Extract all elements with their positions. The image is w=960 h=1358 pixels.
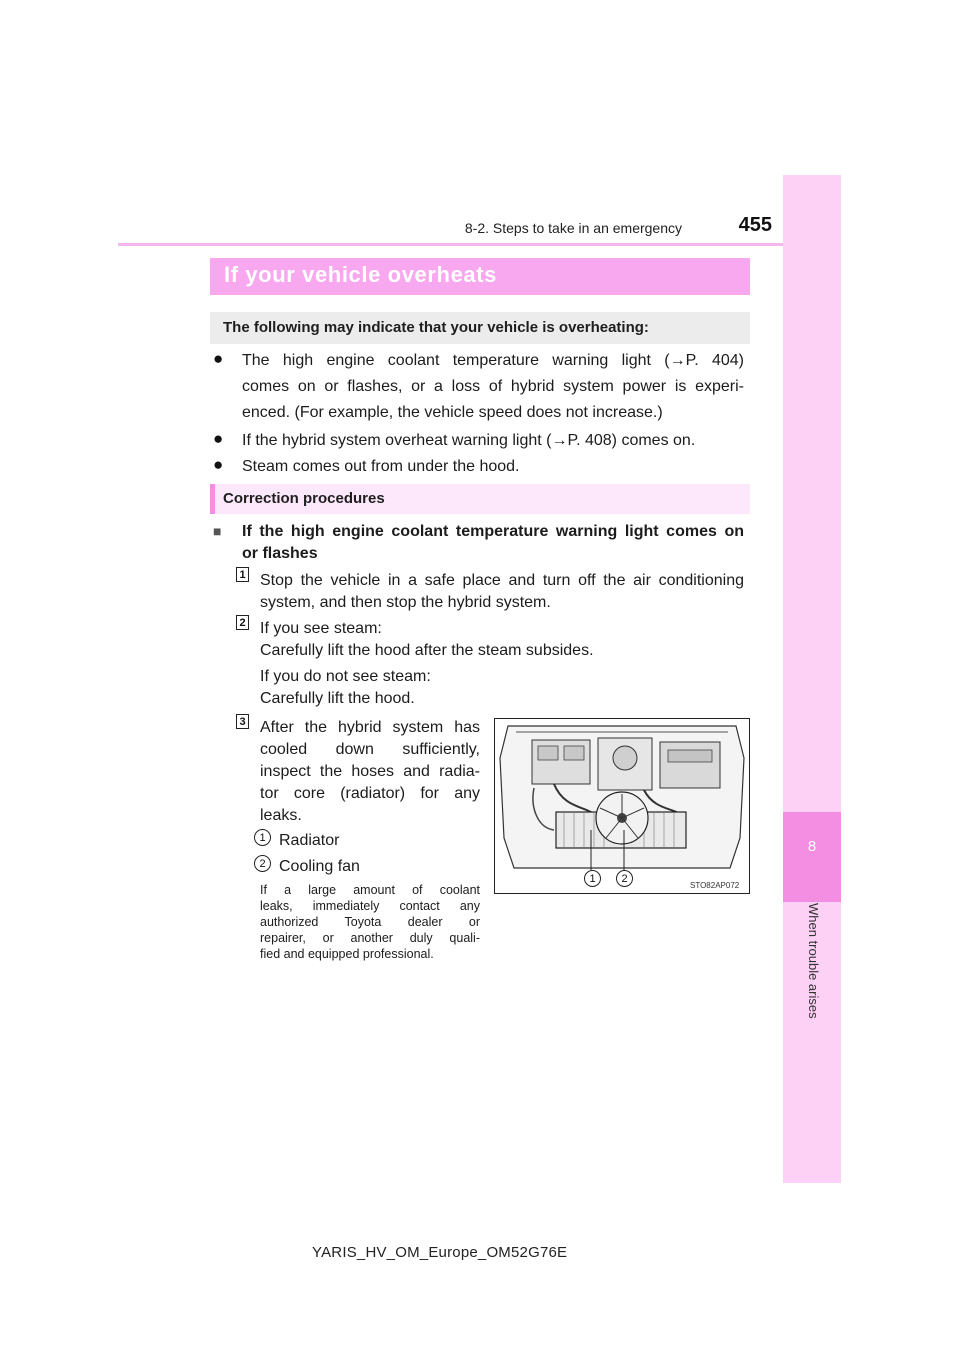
section-reference: 8-2. Steps to take in an emergency <box>464 220 682 236</box>
legend-number-2: 2 <box>254 855 271 872</box>
step-2a-line-1: If you see steam: <box>260 620 382 637</box>
page-title-band <box>210 258 750 295</box>
sign-item-1-line-1: The high engine coolant temperature warning light (→P. 404) <box>242 352 744 369</box>
legend-number-1: 1 <box>254 829 271 846</box>
step-3-line-2: cooled down sufficiently, <box>260 741 480 758</box>
side-tab-chapter-block <box>783 812 841 902</box>
sign-item-1-line-2: comes on or flashes, or a loss of hybrid system power is experi- <box>242 378 744 395</box>
note-line-5: fied and equipped professional. <box>260 947 434 961</box>
bullet-icon: ● <box>213 349 224 368</box>
note-line-3: authorized Toyota dealer or <box>260 915 480 929</box>
document-code-footer: YARIS_HV_OM_Europe_OM52G76E <box>312 1244 568 1261</box>
step-1-line-2: system, and then stop the hybrid system. <box>260 594 551 611</box>
correction-subheading-line-1: If the high engine coolant temperature warning light comes on <box>242 523 744 540</box>
signs-heading-box <box>210 312 750 344</box>
step-3-line-1: After the hybrid system has <box>260 719 480 736</box>
step-3-line-3: inspect the hoses and radia- <box>260 763 480 780</box>
step-number-1: 1 <box>236 567 249 582</box>
bullet-icon: ● <box>213 455 224 474</box>
step-number-2: 2 <box>236 615 249 630</box>
step-2a-line-2: Carefully lift the hood after the steam subsides. <box>260 642 594 659</box>
step-1-line-1: Stop the vehicle in a safe place and turn off the air conditioning <box>260 572 744 589</box>
chapter-title: When trouble arises <box>806 903 821 1019</box>
side-tab <box>783 175 841 1183</box>
correction-subheading-line-2: or flashes <box>242 545 318 562</box>
sign-item-1-line-3: enced. (For example, the vehicle speed does not increase.) <box>242 404 663 421</box>
legend-label-cooling-fan: Cooling fan <box>279 858 360 875</box>
step-3-line-4: tor core (radiator) for any <box>260 785 480 802</box>
step-3-line-5: leaks. <box>260 807 302 824</box>
illustration-code: STO82AP072 <box>690 881 740 890</box>
page-title: If your vehicle overheats <box>224 262 497 287</box>
heading-accent-bar <box>210 484 215 514</box>
header-rule <box>118 243 840 246</box>
callout-2: 2 <box>616 870 633 887</box>
correction-heading-box <box>210 484 750 514</box>
sign-item-2: If the hybrid system overheat warning light (→P. 408) comes on. <box>242 432 696 449</box>
step-2b-line-2: Carefully lift the hood. <box>260 690 415 707</box>
note-line-1: If a large amount of coolant <box>260 883 480 897</box>
correction-heading: Correction procedures <box>223 490 385 507</box>
bullet-icon: ● <box>213 429 224 448</box>
note-line-4: repairer, or another duly quali- <box>260 931 480 945</box>
step-number-3: 3 <box>236 714 249 729</box>
chapter-number: 8 <box>807 838 817 855</box>
page-number: 455 <box>738 214 772 236</box>
callout-1: 1 <box>584 870 601 887</box>
signs-heading: The following may indicate that your vehicle is overheating: <box>223 319 649 336</box>
engine-bay-illustration <box>494 718 750 894</box>
step-2b-line-1: If you do not see steam: <box>260 668 431 685</box>
square-bullet-icon: ■ <box>213 523 222 539</box>
legend-label-radiator: Radiator <box>279 832 340 849</box>
note-line-2: leaks, immediately contact any <box>260 899 480 913</box>
sign-item-3: Steam comes out from under the hood. <box>242 458 520 475</box>
